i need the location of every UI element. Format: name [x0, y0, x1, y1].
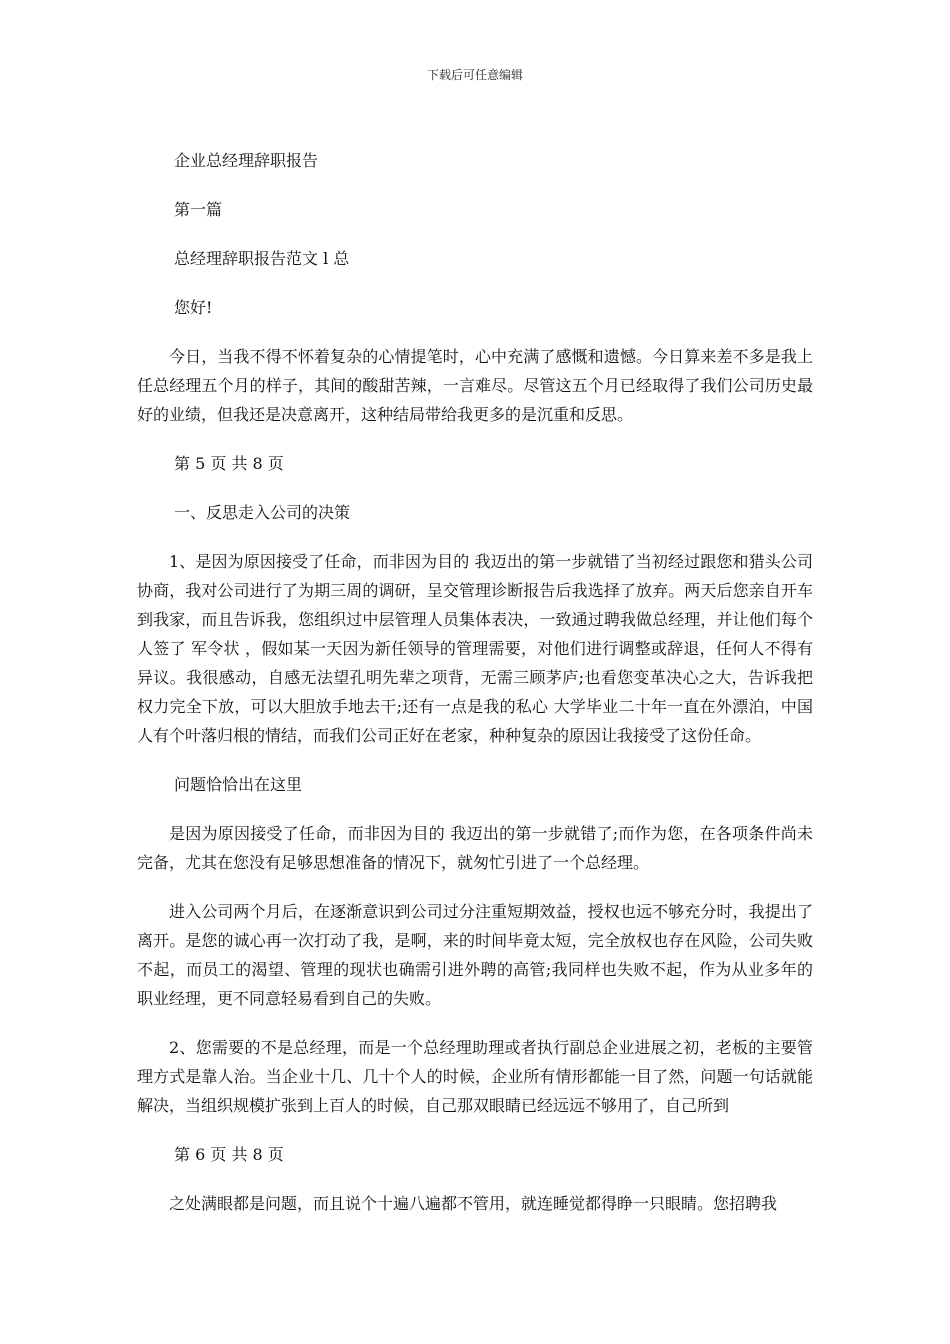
body-paragraph: 2、您需要的不是总经理，而是一个总经理助理或者执行副总企业进展之初，老板的主要管理方式是靠人治。当企业十几、几十个人的时候，企业所有情形都能一目了然，问题一句话就能解决，当组织规模扩张到上百人的时候，自己那双眼睛已经远远不够用了，自己所到: [137, 1038, 813, 1115]
document-body: [137, 146, 813, 1238]
body-paragraph: 进入公司两个月后，在逐渐意识到公司过分注重短期效益，授权也远不够充分时，我提出了离开。是您的诚心再一次打动了我，是啊，来的时间毕竟太短，完全放权也存在风险，公司失败不起，而员工的渴望、管理的现状也确需引进外聘的高管;我同样也失败不起，作为从业多年的职业经理，更不同意轻易看到自己的失败。: [137, 902, 813, 1008]
section-heading: 一、反思走入公司的决策: [174, 503, 351, 522]
subtitle: 总经理辞职报告范文 l 总: [174, 249, 350, 268]
body-paragraph: 是因为原因接受了任命，而非因为目的 我迈出的第一步就错了;而作为您，在各项条件尚未完备，尤其在您没有足够思想准备的情况下，就匆忙引进了一个总经理。: [137, 824, 813, 872]
body-paragraph: 1、是因为原因接受了任命，而非因为目的 我迈出的第一步就错了当初经过跟您和猎头公司协商，我对公司进行了为期三周的调研，呈交管理诊断报告后我选择了放弃。两天后您亲自开车到我家，而且告诉我，您组织过中层管理人员集体表决，一致通过聘我做总经理，并让他们每个人签了 军令状 ，假如某一天因为新任领导的管理需要，对他们进行调整或辞退，任何人不得有异议。我很感动，自感无法望孔明先辈之项背，无需三顾茅庐;也看您变革决心之大，告诉我把权力完全下放，可以大胆放手地去干;还有一点是我的私心 大学毕业二十年一直在外漂泊，中国人有个叶落归根的情结，而我们公司正好在老家，种种复杂的原因让我接受了这份任命。: [137, 552, 813, 745]
section-label: 第一篇: [174, 200, 223, 219]
salutation: 您好!: [174, 298, 213, 317]
page-number: 第 6 页 共 8 页: [174, 1145, 284, 1164]
document-title: 企业总经理辞职报告: [174, 151, 319, 170]
page-number: 第 5 页 共 8 页: [174, 454, 284, 473]
body-paragraph: 今日，当我不得不怀着复杂的心情提笔时，心中充满了感慨和遗憾。今日算来差不多是我上任总经理五个月的样子，其间的酸甜苦辣，一言难尽。尽管这五个月已经取得了我们公司历史最好的业绩，但我还是决意离开，这种结局带给我更多的是沉重和反思。: [137, 347, 813, 424]
body-paragraph: 之处满眼都是问题，而且说个十遍八遍都不管用，就连睡觉都得睁一只眼睛。您招聘我: [169, 1194, 778, 1213]
subheading: 问题恰恰出在这里: [174, 775, 303, 794]
page-header: 下载后可任意编辑: [426, 68, 523, 82]
